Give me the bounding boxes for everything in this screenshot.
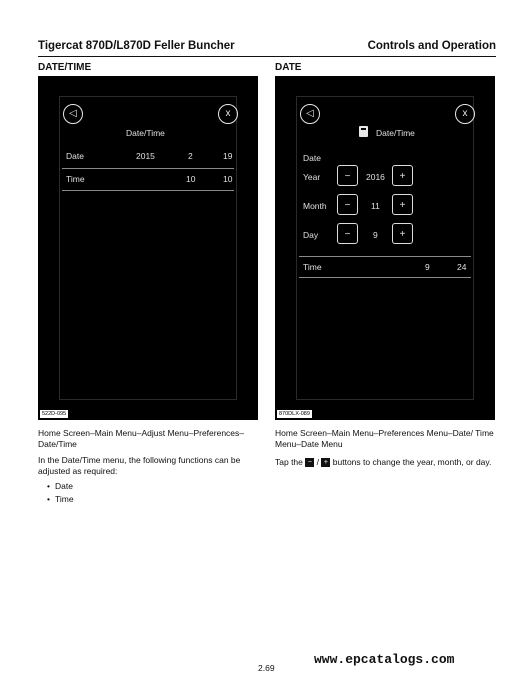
day-decrement-button[interactable]: − [337, 223, 358, 244]
figure-tag: 870DLX-089 [279, 411, 310, 417]
left-caption: Home Screen–Main Menu–Adjust Menu–Preferences–Date/Time [38, 428, 245, 449]
date-label: Date [66, 151, 84, 161]
screen-title: Date/Time [376, 128, 415, 138]
left-body: In the Date/Time menu, the following functions can be adjusted as required: [38, 455, 241, 476]
close-icon[interactable]: x [455, 104, 475, 124]
plus-button-icon: + [321, 458, 330, 467]
function-list [38, 480, 74, 505]
figure-tag: 522D-095 [42, 411, 67, 417]
back-arrow-icon[interactable]: ◁ [63, 104, 83, 124]
time-minute[interactable]: 10 [223, 174, 233, 184]
calendar-icon [359, 126, 368, 137]
body-text-end: buttons to change the year, month, or day. [332, 457, 492, 467]
date-month[interactable]: 2 [188, 151, 193, 161]
body-text-start: Tap the [275, 457, 303, 467]
year-decrement-button[interactable]: − [337, 165, 358, 186]
minus-button-icon: − [305, 458, 314, 467]
time-row-divider [62, 190, 234, 191]
date-section-divider [299, 256, 471, 257]
page-number: 2.69 [258, 663, 275, 673]
page-header-title: Tigercat 870D/L870D Feller Buncher [38, 40, 235, 52]
screen-title: Date/Time [126, 128, 165, 138]
list-item: • Date [38, 480, 74, 493]
year-value: 2016 [366, 172, 385, 182]
date-year[interactable]: 2015 [136, 151, 155, 161]
header-rule [38, 56, 496, 57]
time-minute[interactable]: 24 [457, 262, 467, 272]
close-icon[interactable]: x [218, 104, 238, 124]
page-header-section: Controls and Operation [367, 40, 496, 52]
day-value: 9 [373, 230, 378, 240]
time-hour[interactable]: 9 [425, 262, 430, 272]
month-increment-button[interactable]: + [392, 194, 413, 215]
right-body [275, 457, 497, 468]
year-increment-button[interactable]: + [392, 165, 413, 186]
month-value: 11 [371, 201, 380, 211]
time-hour[interactable]: 10 [186, 174, 196, 184]
month-decrement-button[interactable]: − [337, 194, 358, 215]
date-label: Date [303, 153, 321, 163]
year-label: Year [303, 172, 321, 182]
time-label: Time [303, 262, 322, 272]
right-section-title: DATE [275, 62, 302, 73]
date-row-divider [62, 168, 234, 169]
screen-frame [59, 96, 237, 400]
left-section-title: DATE/TIME [38, 62, 92, 73]
website-watermark: www.epcatalogs.com [314, 652, 455, 667]
body-separator: / [316, 457, 320, 467]
time-label: Time [66, 174, 85, 184]
day-label: Day [303, 230, 319, 240]
date-day[interactable]: 19 [223, 151, 233, 161]
datetime-screen [38, 76, 258, 420]
time-row-divider [299, 277, 471, 278]
right-caption: Home Screen–Main Menu–Preferences Menu–Date/ Time Menu–Date Menu [275, 428, 494, 449]
screen-frame [296, 96, 474, 400]
month-label: Month [303, 201, 327, 211]
date-screen [275, 76, 495, 420]
list-item: • Time [38, 493, 74, 506]
back-arrow-icon[interactable]: ◁ [300, 104, 320, 124]
day-increment-button[interactable]: + [392, 223, 413, 244]
